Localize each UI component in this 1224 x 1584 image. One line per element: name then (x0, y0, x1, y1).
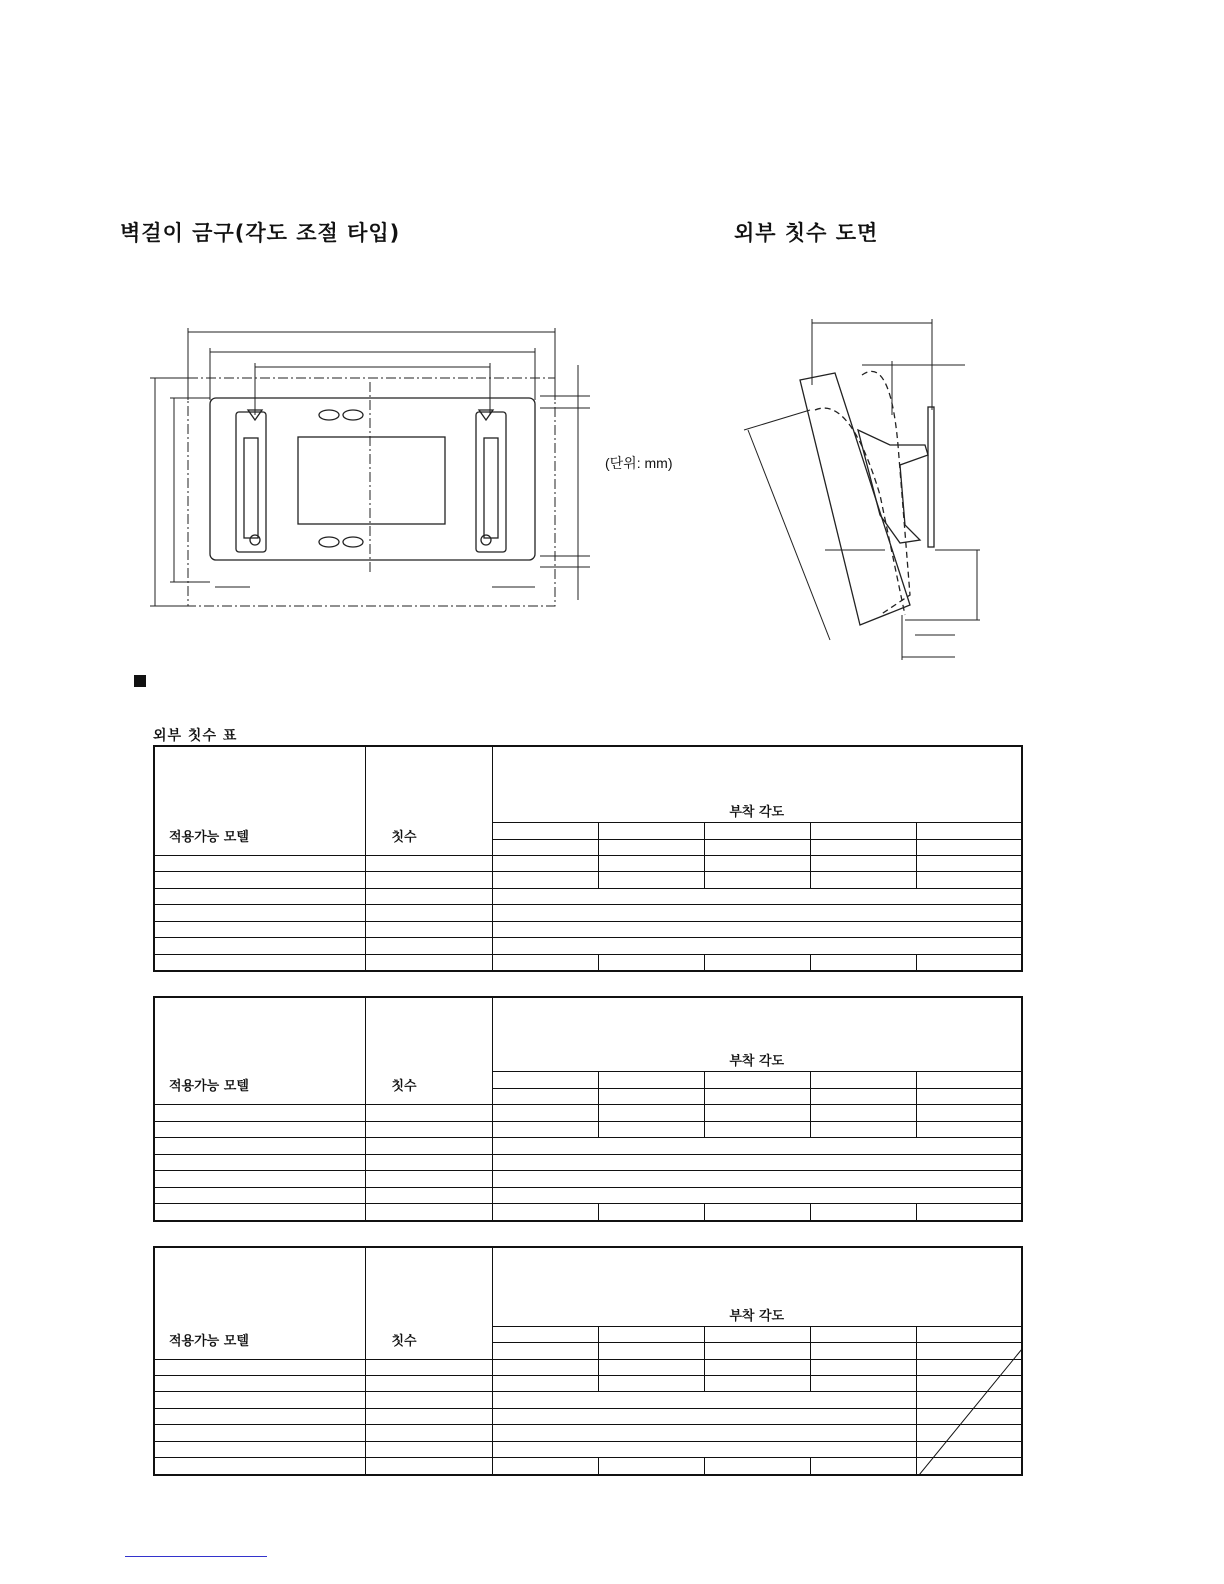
side-view-drawing (740, 315, 980, 665)
section-bullet (134, 675, 146, 687)
footer-rule (125, 1556, 267, 1557)
col-size-header: 칫수 (365, 997, 492, 1105)
col-angle-header: 부착 각도 (492, 746, 1022, 823)
table-caption: 외부 칫수 표 (153, 728, 238, 744)
col-angle-header: 부착 각도 (492, 1247, 1022, 1326)
dimension-table-1 (153, 745, 1023, 972)
col-angle-header: 부착 각도 (492, 997, 1022, 1072)
col-size-header: 칫수 (365, 746, 492, 855)
side-view-title: 외부 칫수 도면 (734, 221, 879, 245)
col-model-header: 적용가능 모텔 (154, 997, 365, 1105)
front-view-drawing (140, 320, 620, 620)
dimension-table-3 (153, 1246, 1023, 1476)
dimension-table-2 (153, 996, 1023, 1222)
col-model-header: 적용가능 모텔 (154, 1247, 365, 1359)
unit-label: (단위: mm) (605, 455, 673, 471)
main-title: 벽걸이 금구(각도 조절 타입) (120, 221, 401, 245)
table-3-diagonal-strike (919, 1349, 1023, 1476)
col-size-header: 칫수 (365, 1247, 492, 1359)
col-model-header: 적용가능 모텔 (154, 746, 365, 855)
